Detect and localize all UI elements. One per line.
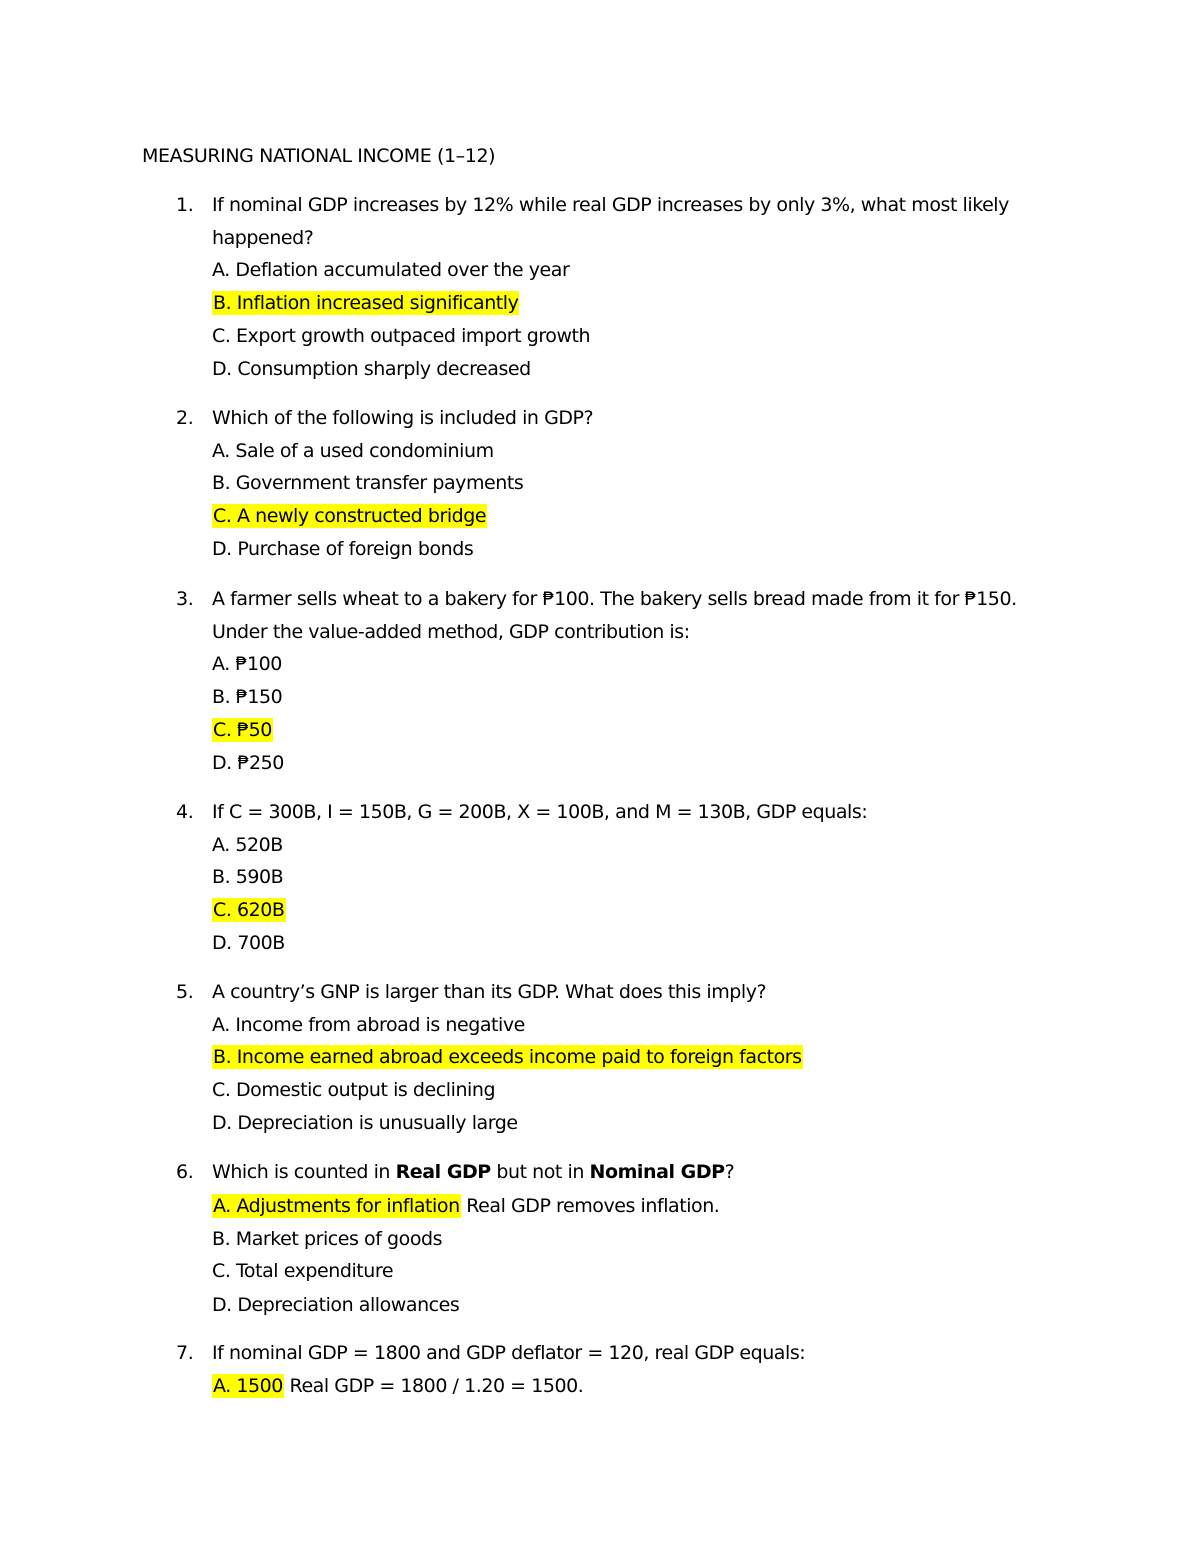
question-number: 3. — [176, 588, 194, 610]
question-stem: A farmer sells wheat to a bakery for ₱100. The bakery sells bread made from it for ₱150. — [212, 588, 1017, 610]
option-d: D. Purchase of foreign bonds — [212, 538, 474, 560]
answer-highlight: A. 1500 — [213, 1375, 283, 1397]
answer-highlight: B. Income earned abroad exceeds income paid to foreign factors — [213, 1046, 802, 1068]
option-b: B. 590B — [212, 866, 284, 888]
option-d: D. Depreciation allowances — [212, 1294, 460, 1316]
option-b: B. Government transfer payments — [212, 472, 524, 494]
question-stem: If C = 300B, I = 150B, G = 200B, X = 100B, and M = 130B, GDP equals: — [212, 801, 868, 823]
stem-text: Which is counted in — [212, 1161, 396, 1183]
stem-emphasis-nominal-gdp: Nominal GDP — [589, 1161, 725, 1183]
question-stem: If nominal GDP increases by 12% while real GDP increases by only 3%, what most likely — [212, 194, 1009, 216]
option-c: C. Domestic output is declining — [212, 1079, 496, 1101]
question-number: 2. — [176, 407, 194, 429]
option-a-answer — [212, 1190, 719, 1223]
answer-note: Real GDP = 1800 / 1.20 = 1500. — [283, 1375, 584, 1397]
option-a: A. Income from abroad is negative — [212, 1014, 525, 1036]
stem-text: ? — [724, 1161, 735, 1183]
option-c-answer — [212, 500, 487, 533]
question-number: 7. — [176, 1342, 194, 1364]
question-stem: Which of the following is included in GDP? — [212, 407, 594, 429]
stem-emphasis-real-gdp: Real GDP — [395, 1161, 491, 1183]
answer-highlight: B. Inflation increased significantly — [213, 292, 519, 314]
option-d: D. ₱250 — [212, 752, 284, 774]
option-a: A. 520B — [212, 834, 283, 856]
option-c-answer — [212, 894, 286, 927]
question-stem: A country’s GNP is larger than its GDP. What does this imply? — [212, 981, 767, 1003]
stem-text: but not in — [490, 1161, 590, 1183]
question-number: 1. — [176, 194, 194, 216]
answer-highlight: C. ₱50 — [213, 719, 272, 741]
question-number: 5. — [176, 981, 194, 1003]
question-number: 4. — [176, 801, 194, 823]
option-c: C. Total expenditure — [212, 1260, 394, 1282]
option-c-answer — [212, 714, 273, 747]
option-b: B. Market prices of goods — [212, 1228, 443, 1250]
option-d: D. Depreciation is unusually large — [212, 1112, 518, 1134]
option-b-answer — [212, 287, 519, 320]
answer-highlight: C. 620B — [213, 899, 285, 921]
question-stem-continued: happened? — [212, 227, 314, 249]
question-stem — [212, 1156, 734, 1189]
option-d: D. 700B — [212, 932, 285, 954]
option-b-answer — [212, 1041, 803, 1074]
option-a: A. Sale of a used condominium — [212, 440, 494, 462]
option-a-answer — [212, 1370, 583, 1403]
answer-highlight: A. Adjustments for inflation — [213, 1195, 460, 1217]
question-stem-continued: Under the value-added method, GDP contribution is: — [212, 621, 690, 643]
option-a: A. Deflation accumulated over the year — [212, 259, 570, 281]
option-c: C. Export growth outpaced import growth — [212, 325, 591, 347]
answer-note: Real GDP removes inflation. — [460, 1195, 720, 1217]
question-number: 6. — [176, 1161, 194, 1183]
option-d: D. Consumption sharply decreased — [212, 358, 531, 380]
option-b: B. ₱150 — [212, 686, 283, 708]
answer-highlight: C. A newly constructed bridge — [213, 505, 487, 527]
option-a: A. ₱100 — [212, 653, 282, 675]
page-title: MEASURING NATIONAL INCOME (1–12) — [142, 145, 496, 167]
question-stem: If nominal GDP = 1800 and GDP deflator = 120, real GDP equals: — [212, 1342, 806, 1364]
